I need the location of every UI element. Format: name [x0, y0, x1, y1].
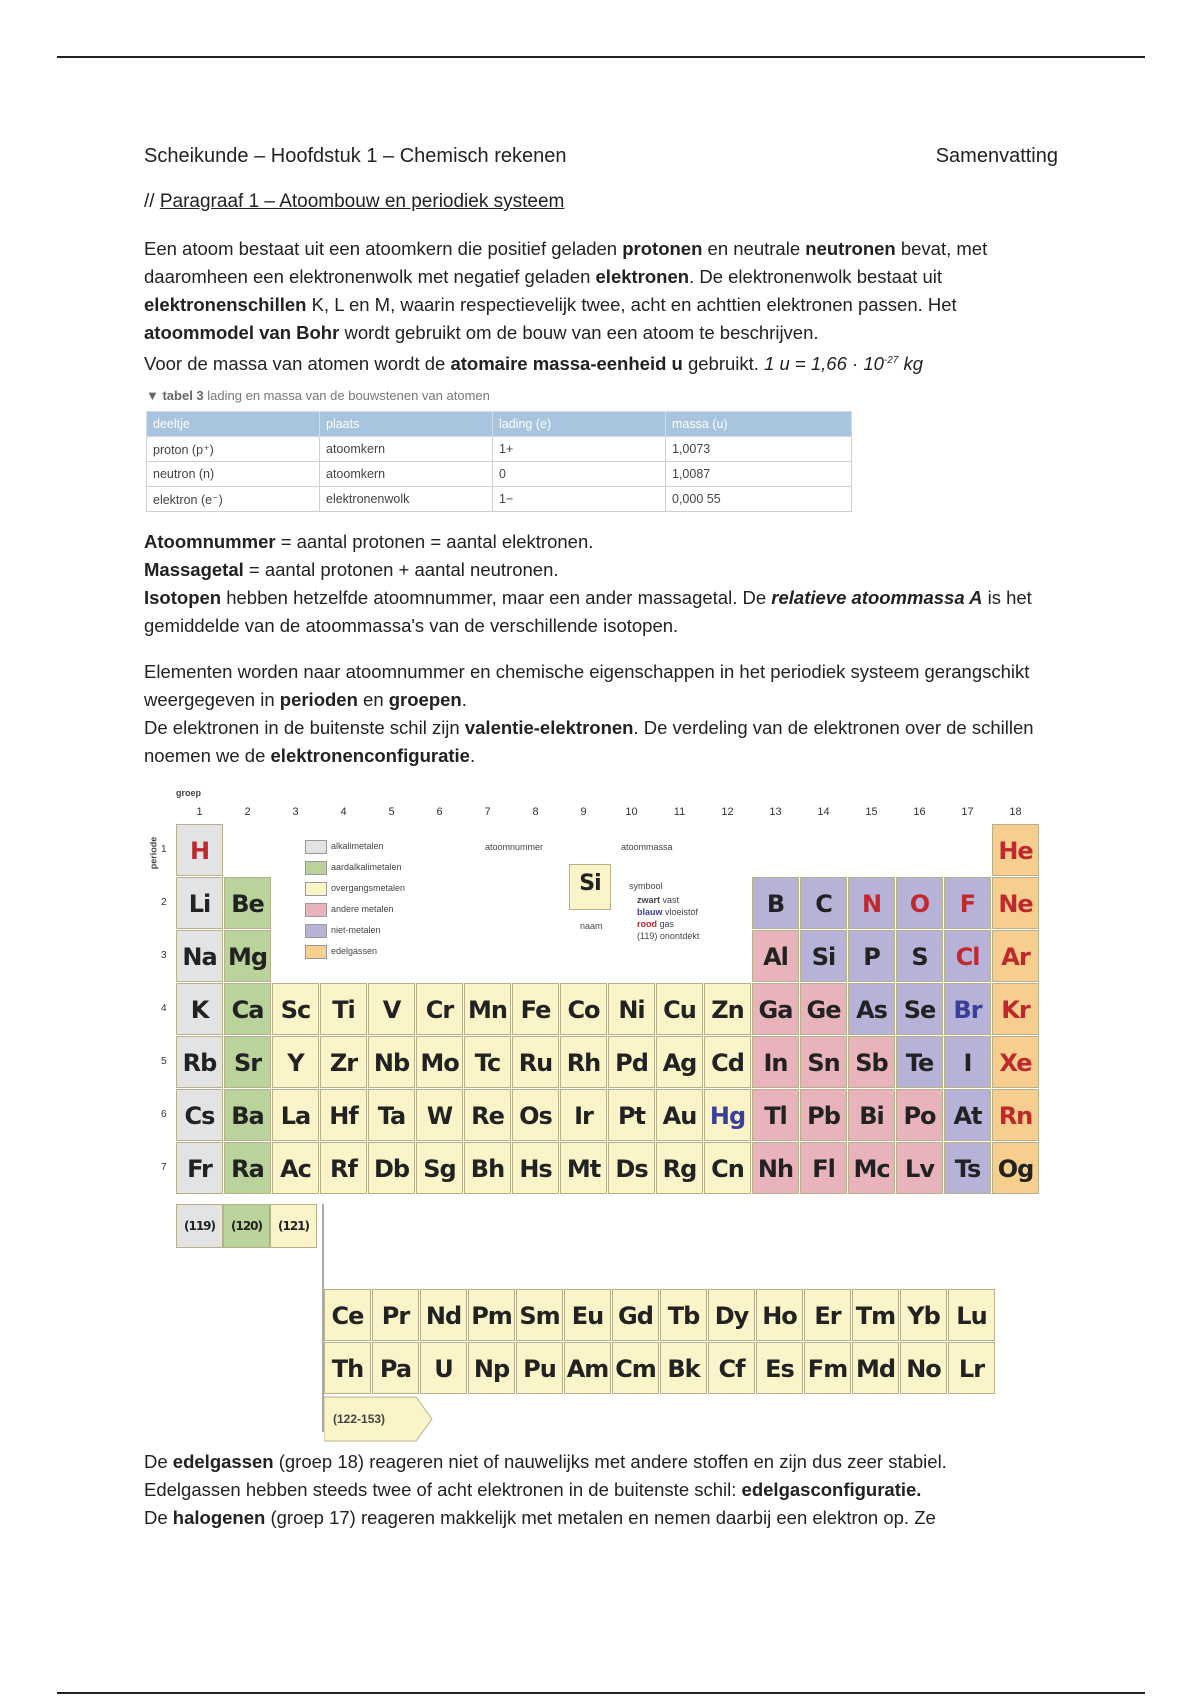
element-symbol: Si: [811, 943, 836, 971]
element-symbol: Gd: [618, 1302, 653, 1330]
closing-paragraph: De edelgassen (groep 18) reageren niet of nauwelijks met andere stoffen en zijn dus zeer stabiel. Edelgassen hebben steeds twee of acht elektronen in de buitenste schil: edelgasconfiguratie. De halogenen (groep 17) reageren makkelijk met metalen en nemen daarbij een elektron op. Ze: [144, 1451, 947, 1528]
element-sr: [224, 1036, 271, 1088]
element-ti: [320, 983, 367, 1035]
element-pu: [516, 1342, 563, 1394]
top-rule: [57, 56, 1145, 58]
element-symbol: Ga: [758, 996, 793, 1024]
element-se: [896, 983, 943, 1035]
element-symbol: Bh: [470, 1155, 505, 1183]
element-sn: [800, 1036, 847, 1088]
group-label: 11: [673, 806, 686, 818]
page-header: [144, 145, 1058, 168]
element-er: [804, 1289, 851, 1341]
element-symbol: Ge: [806, 996, 841, 1024]
element-symbol: Ti: [332, 996, 355, 1024]
element-symbol: Al: [763, 943, 788, 971]
element-symbol: Cs: [184, 1102, 215, 1130]
group-label: 12: [721, 806, 734, 818]
element-ga: [752, 983, 799, 1035]
element-eu: [564, 1289, 611, 1341]
element-tm: [852, 1289, 899, 1341]
element-ni: [608, 983, 655, 1035]
element-symbol: Na: [182, 943, 217, 971]
element-cu: [656, 983, 703, 1035]
col-header: deeltje: [147, 412, 320, 437]
element-symbol: B: [766, 890, 785, 918]
element-symbol: P: [863, 943, 880, 971]
element-symbol: Ts: [954, 1155, 981, 1183]
element-symbol: H: [189, 837, 210, 865]
element-hf: [320, 1089, 367, 1141]
element-symbol: Lu: [956, 1302, 987, 1330]
element-symbol: Hs: [519, 1155, 552, 1183]
group-label: 16: [913, 806, 926, 818]
element-symbol: Eu: [571, 1302, 604, 1330]
element-tl: [752, 1089, 799, 1141]
element-symbol: Lr: [958, 1355, 985, 1383]
elements-paragraph: Elementen worden naar atoomnummer en chemische eigenschappen in het periodiek systeem gerangschikt weergegeven in perioden en groepen. De elektronen in de buitenste schil zijn valentie-elektronen. De verdeling van de elektronen over de schillen noemen we de elektronenconfiguratie.: [144, 661, 1034, 766]
element-symbol: Cf: [718, 1355, 745, 1383]
undiscovered-cell: (120): [223, 1204, 270, 1248]
element-bi: [848, 1089, 895, 1141]
element-symbol: U: [434, 1355, 453, 1383]
element-ac: [272, 1142, 319, 1194]
element-nd: [420, 1289, 467, 1341]
element-u: [420, 1342, 467, 1394]
element-np: [468, 1342, 515, 1394]
group-label: 6: [436, 806, 443, 818]
element-symbol: Ag: [662, 1049, 697, 1077]
element-symbol: Pb: [807, 1102, 840, 1130]
element-symbol: Tb: [667, 1302, 700, 1330]
element-ir: [560, 1089, 607, 1141]
element-symbol: Og: [997, 1155, 1034, 1183]
element-au: [656, 1089, 703, 1141]
element-cl: [944, 930, 991, 982]
element-symbol: Y: [287, 1049, 304, 1077]
element-tc: [464, 1036, 511, 1088]
element-symbol: Nb: [373, 1049, 410, 1077]
col-header: lading (e): [493, 412, 666, 437]
period-label: 5: [161, 1056, 167, 1067]
element-symbol: Cu: [663, 996, 696, 1024]
element-kr: [992, 983, 1039, 1035]
element-symbol: Cm: [615, 1355, 656, 1383]
element-ne: [992, 877, 1039, 929]
page-label: Samenvatting: [935, 145, 1058, 167]
element-symbol: Fl: [812, 1155, 835, 1183]
particle-table: [146, 411, 852, 512]
element-ho: [756, 1289, 803, 1341]
element-symbol: Ce: [331, 1302, 364, 1330]
period-label: 2: [161, 897, 167, 908]
element-n: [848, 877, 895, 929]
element-symbol: Xe: [999, 1049, 1032, 1077]
element-symbol: Ac: [280, 1155, 311, 1183]
element-symbol: V: [382, 996, 401, 1024]
period-label: 3: [161, 950, 167, 961]
element-symbol: Lv: [905, 1155, 934, 1183]
element-symbol: As: [856, 996, 887, 1024]
element-lr: [948, 1342, 995, 1394]
element-cn: [704, 1142, 751, 1194]
element-hs: [512, 1142, 559, 1194]
element-symbol: La: [280, 1102, 311, 1130]
element-symbol: Th: [331, 1355, 364, 1383]
element-sm: [516, 1289, 563, 1341]
element-symbol: Es: [765, 1355, 794, 1383]
element-am: [564, 1342, 611, 1394]
element-symbol: Sb: [855, 1049, 888, 1077]
group-label: 14: [817, 806, 830, 818]
element-o: [896, 877, 943, 929]
element-br: [944, 983, 991, 1035]
key-cell: Si: [569, 864, 611, 910]
element-fr: [176, 1142, 223, 1194]
element-pa: [372, 1342, 419, 1394]
group-label: 17: [961, 806, 974, 818]
element-symbol: Sg: [423, 1155, 456, 1183]
legend: alkalimetalen aardalkalimetalen overgangsmetalen andere metalen niet-metalen edelgassen: [305, 836, 405, 962]
group-label: 5: [388, 806, 395, 818]
element-te: [896, 1036, 943, 1088]
element-symbol: In: [763, 1049, 788, 1077]
element-si: [800, 930, 847, 982]
element-cd: [704, 1036, 751, 1088]
element-pt: [608, 1089, 655, 1141]
element-cf: [708, 1342, 755, 1394]
element-es: [756, 1342, 803, 1394]
element-ta: [368, 1089, 415, 1141]
element-ca: [224, 983, 271, 1035]
element-symbol: No: [906, 1355, 941, 1383]
element-k: [176, 983, 223, 1035]
element-gd: [612, 1289, 659, 1341]
element-symbol: Db: [373, 1155, 410, 1183]
element-symbol: Ni: [618, 996, 645, 1024]
period-label: 1: [161, 844, 167, 855]
element-la: [272, 1089, 319, 1141]
element-symbol: Sc: [280, 996, 311, 1024]
element-symbol: W: [426, 1102, 453, 1130]
element-i: [944, 1036, 991, 1088]
element-zr: [320, 1036, 367, 1088]
element-th: [324, 1342, 371, 1394]
element-no: [900, 1342, 947, 1394]
element-symbol: Te: [905, 1049, 934, 1077]
element-symbol: Co: [567, 996, 600, 1024]
element-symbol: Hf: [329, 1102, 358, 1130]
element-symbol: Rh: [566, 1049, 601, 1077]
element-rg: [656, 1142, 703, 1194]
element-pb: [800, 1089, 847, 1141]
element-symbol: Yb: [907, 1302, 940, 1330]
element-p: [848, 930, 895, 982]
element-po: [896, 1089, 943, 1141]
element-fl: [800, 1142, 847, 1194]
element-symbol: Li: [188, 890, 211, 918]
definitions-paragraph: Atoomnummer = aantal protonen = aantal elektronen. Massagetal = aantal protonen + aantal neutronen. Isotopen hebben hetzelfde atoomnummer, maar een ander massagetal. De relatieve atoommassa A is het gemiddelde van de atoommassa's van de verschillende isotopen.: [144, 531, 1032, 636]
element-ag: [656, 1036, 703, 1088]
element-symbol: Mt: [566, 1155, 601, 1183]
element-sb: [848, 1036, 895, 1088]
table-row: proton (p⁺) atoomkern 1+ 1,0073: [147, 437, 852, 462]
element-symbol: Rn: [998, 1102, 1033, 1130]
element-symbol: Se: [903, 996, 936, 1024]
element-dy: [708, 1289, 755, 1341]
element-symbol: Np: [473, 1355, 510, 1383]
element-symbol: Zn: [711, 996, 744, 1024]
element-rb: [176, 1036, 223, 1088]
element-na: [176, 930, 223, 982]
element-at: [944, 1089, 991, 1141]
element-f: [944, 877, 991, 929]
group-label: 4: [340, 806, 347, 818]
element-symbol: Ho: [762, 1302, 797, 1330]
element-symbol: Mg: [227, 943, 268, 971]
period-label: 7: [161, 1162, 167, 1173]
element-symbol: I: [963, 1049, 972, 1077]
element-symbol: O: [909, 890, 930, 918]
element-symbol: Fe: [520, 996, 551, 1024]
element-symbol: Fr: [187, 1155, 212, 1183]
f-block-extension-label: (122-153): [333, 1412, 386, 1426]
element-symbol: Cd: [711, 1049, 744, 1077]
element-mo: [416, 1036, 463, 1088]
element-symbol: Dy: [714, 1302, 749, 1330]
element-bh: [464, 1142, 511, 1194]
element-lv: [896, 1142, 943, 1194]
element-symbol: Er: [814, 1302, 841, 1330]
element-he: [992, 824, 1039, 876]
element-symbol: Md: [855, 1355, 896, 1383]
element-symbol: Pd: [615, 1049, 648, 1077]
period-label: 4: [161, 1003, 167, 1014]
table-row: elektron (e⁻) elektronenwolk 1− 0,000 55: [147, 487, 852, 512]
element-rh: [560, 1036, 607, 1088]
section-heading: // Paragraaf 1 – Atoombouw en periodiek systeem: [144, 191, 565, 212]
element-symbol: Ca: [231, 996, 264, 1024]
element-zn: [704, 983, 751, 1035]
element-nh: [752, 1142, 799, 1194]
element-pm: [468, 1289, 515, 1341]
periode-label: periode: [148, 836, 159, 870]
element-symbol: Rg: [662, 1155, 697, 1183]
element-symbol: Ar: [1001, 943, 1030, 971]
element-cm: [612, 1342, 659, 1394]
col-header: massa (u): [666, 412, 852, 437]
element-rf: [320, 1142, 367, 1194]
bottom-rule: [57, 1692, 1145, 1694]
element-symbol: F: [959, 890, 976, 918]
element-symbol: Ne: [998, 890, 1033, 918]
element-lu: [948, 1289, 995, 1341]
group-label: 9: [580, 806, 587, 818]
element-ar: [992, 930, 1039, 982]
element-symbol: Rf: [330, 1155, 357, 1183]
element-symbol: Sr: [233, 1049, 262, 1077]
section-title: Paragraaf 1 – Atoombouw en periodiek systeem: [159, 191, 565, 212]
element-symbol: K: [190, 996, 209, 1024]
element-ru: [512, 1036, 559, 1088]
element-symbol: Sn: [807, 1049, 840, 1077]
element-symbol: Au: [662, 1102, 697, 1130]
element-symbol: Ir: [574, 1102, 593, 1130]
element-li: [176, 877, 223, 929]
element-db: [368, 1142, 415, 1194]
element-fe: [512, 983, 559, 1035]
element-h: [176, 824, 223, 876]
element-symbol: Pu: [523, 1355, 556, 1383]
element-os: [512, 1089, 559, 1141]
element-md: [852, 1342, 899, 1394]
element-y: [272, 1036, 319, 1088]
element-w: [416, 1089, 463, 1141]
element-symbol: Os: [519, 1102, 552, 1130]
element-cr: [416, 983, 463, 1035]
element-symbol: Mc: [853, 1155, 890, 1183]
element-symbol: At: [953, 1102, 982, 1130]
element-re: [464, 1089, 511, 1141]
groep-label: groep: [176, 788, 202, 798]
undiscovered-cell: (119): [176, 1204, 223, 1248]
element-symbol: Ds: [615, 1155, 648, 1183]
element-ce: [324, 1289, 371, 1341]
element-symbol: Zr: [329, 1049, 358, 1077]
element-symbol: Tc: [474, 1049, 501, 1077]
element-symbol: Pt: [617, 1102, 646, 1130]
element-mc: [848, 1142, 895, 1194]
element-symbol: Re: [471, 1102, 504, 1130]
element-pd: [608, 1036, 655, 1088]
element-in: [752, 1036, 799, 1088]
element-nb: [368, 1036, 415, 1088]
element-symbol: Pa: [379, 1355, 412, 1383]
element-symbol: Fm: [807, 1355, 848, 1383]
element-mt: [560, 1142, 607, 1194]
element-symbol: Br: [953, 996, 982, 1024]
element-symbol: Ba: [231, 1102, 264, 1130]
element-symbol: C: [815, 890, 832, 918]
element-as: [848, 983, 895, 1035]
element-symbol: Po: [903, 1102, 936, 1130]
element-pr: [372, 1289, 419, 1341]
element-symbol: Ta: [377, 1102, 406, 1130]
element-sc: [272, 983, 319, 1035]
element-mn: [464, 983, 511, 1035]
page-title: Scheikunde – Hoofdstuk 1 – Chemisch rekenen: [144, 145, 567, 167]
element-ra: [224, 1142, 271, 1194]
element-symbol: Mo: [420, 1049, 459, 1077]
intro-paragraph: Een atoom bestaat uit een atoomkern die positief geladen protonen en neutrale neutronen bevat, met daaromheen een elektronenwolk met negatief geladen elektronen. De elektronenwolk bestaat uit elektronenschillen K, L en M, waarin respectievelijk twee, acht en achttien elektronen passen. Het atoommodel van Bohr wordt gebruikt om de bouw van een atoom te beschrijven. Voor de massa van atomen wordt de atomaire massa-eenheid u gebruikt. 1 $u = 1,66 \cdot 10^{-27}$ kg: [144, 238, 988, 375]
group-label: 18: [1009, 806, 1022, 818]
element-symbol: Tm: [855, 1302, 896, 1330]
group-label: 1: [196, 806, 203, 818]
element-symbol: Sm: [519, 1302, 560, 1330]
element-mg: [224, 930, 271, 982]
element-symbol: Be: [231, 890, 264, 918]
group-label: 15: [865, 806, 878, 818]
element-sg: [416, 1142, 463, 1194]
element-symbol: S: [911, 943, 928, 971]
element-al: [752, 930, 799, 982]
element-symbol: Kr: [1001, 996, 1030, 1024]
element-ts: [944, 1142, 991, 1194]
group-label: 7: [484, 806, 491, 818]
col-header: plaats: [320, 412, 493, 437]
element-symbol: Ru: [518, 1049, 553, 1077]
element-symbol: Cn: [711, 1155, 744, 1183]
element-ba: [224, 1089, 271, 1141]
table-caption: ▼ tabel 3 lading en massa van de bouwstenen van atomen: [146, 388, 490, 403]
element-co: [560, 983, 607, 1035]
element-hg: [704, 1089, 751, 1141]
element-symbol: Pm: [471, 1302, 512, 1330]
group-label: 10: [625, 806, 638, 818]
element-symbol: Hg: [709, 1102, 746, 1130]
element-symbol: Tl: [764, 1102, 787, 1130]
table-row: neutron (n) atoomkern 0 1,0087: [147, 462, 852, 487]
group-label: 3: [292, 806, 299, 818]
element-ge: [800, 983, 847, 1035]
element-b: [752, 877, 799, 929]
element-fm: [804, 1342, 851, 1394]
element-cs: [176, 1089, 223, 1141]
group-label: 13: [769, 806, 782, 818]
element-s: [896, 930, 943, 982]
element-symbol: Mn: [468, 996, 507, 1024]
group-label: 2: [244, 806, 251, 818]
element-symbol: Nd: [425, 1302, 462, 1330]
element-symbol: Bi: [859, 1102, 884, 1130]
element-c: [800, 877, 847, 929]
element-be: [224, 877, 271, 929]
element-yb: [900, 1289, 947, 1341]
element-symbol: Am: [566, 1355, 609, 1383]
element-symbol: Cr: [425, 996, 454, 1024]
element-symbol: Bk: [667, 1355, 700, 1383]
element-rn: [992, 1089, 1039, 1141]
group-label: 8: [532, 806, 539, 818]
periodic-table: groep periode 1 2 3 4 5 6 7 8 9 10 11 12 13 14 15 16 17 18 1 2 3 4 5 6 7 H He Li Be B C N O F Ne Na Mg Al Si P S Cl Ar K Ca Sc Ti V Cr Mn Fe Co Ni Cu Zn Ga Ge As Se Br Kr Rb Sr Y Zr Nb Mo Tc Ru Rh Pd Ag Cd In Sn Sb Te I Xe Cs Ba La Hf Ta W Re Os Ir Pt Au Hg Tl Pb Bi Po At Rn Fr Ra Ac Rf Db Sg Bh Hs Mt Ds Rg Cn Nh Fl Mc Lv Ts Og Ce Pr Nd Pm Sm Eu Gd Tb Dy Ho Er Tm Yb Lu Th Pa U Np Pu Am Cm Bk Cf Es Fm Md No Lr alkalimetalen aardalkalimetalen overgangsmetalen andere metalen niet-metalen edelgassen atoomnummer atoommassa Si symbool naam zwart vast blauw vloeistof rood gas (119) onontdekt (119) (120) (121) (122-153): [143, 788, 1063, 1448]
element-symbol: Cl: [955, 943, 980, 971]
element-symbol: Rb: [182, 1049, 217, 1077]
undiscovered-cell: (121): [270, 1204, 317, 1248]
element-xe: [992, 1036, 1039, 1088]
element-v: [368, 983, 415, 1035]
element-bk: [660, 1342, 707, 1394]
element-symbol: Nh: [757, 1155, 794, 1183]
element-symbol: He: [998, 837, 1033, 865]
period-label: 6: [161, 1109, 167, 1120]
element-ds: [608, 1142, 655, 1194]
element-tb: [660, 1289, 707, 1341]
element-symbol: Ra: [231, 1155, 264, 1183]
element-symbol: N: [861, 890, 882, 918]
element-symbol: Pr: [381, 1302, 410, 1330]
element-og: [992, 1142, 1039, 1194]
